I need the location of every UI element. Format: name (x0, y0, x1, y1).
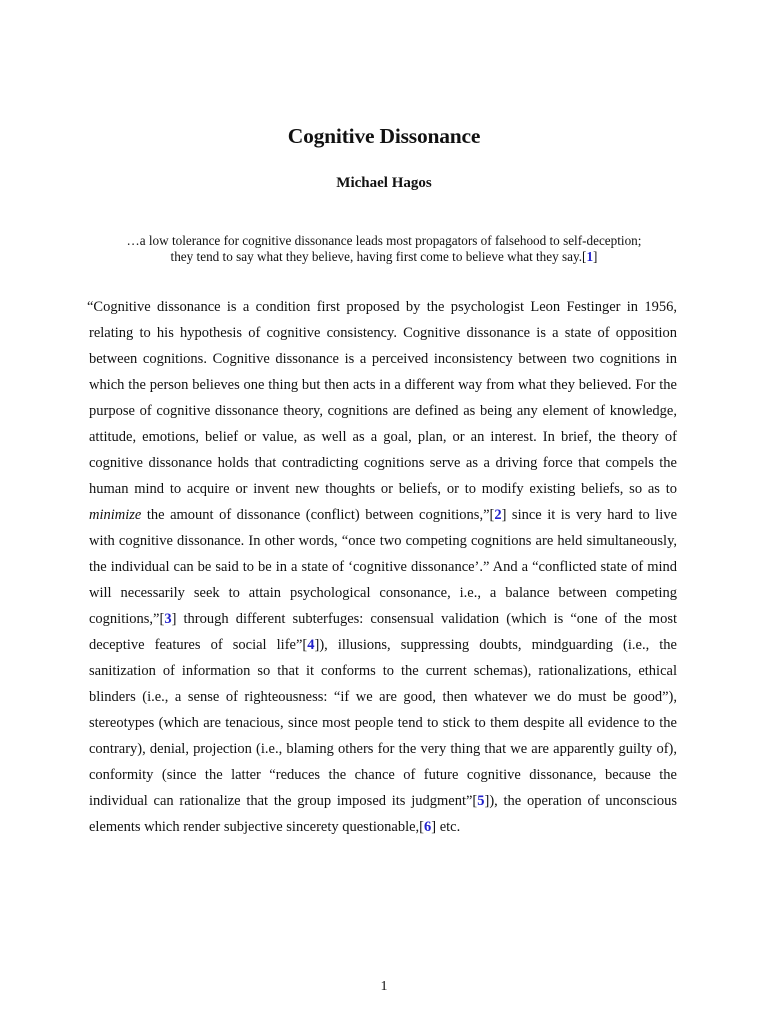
document-title: Cognitive Dissonance (287, 124, 481, 148)
body-text-part-5: ]), illusions, suppressing doubts, mindguarding (i.e., the sanitization of information so that it conforms to the current schemas), rationalizations, ethical blinders (i.e., a sense of righteousness: “if we are good, then whatever we do must be good”), stereotypes (which are tenacious, since most people tend to stick to them despite all evidence to the contrary), denial, projection (i.e., blaming others for the very thing that we are apparently guilty of), conformity (since the latter “reduces the chance of future cognitive dissonance, because the individual can rationalize that the group imposed its judgment”[ (89, 637, 677, 809)
body-text-part-1: “Cognitive dissonance is a condition first proposed by the psychologist Leon Festinger in 1956, relating to his hypothesis of cognitive consistency. Cognitive dissonance is a state of opposition between cognitions. Cognitive dissonance is a perceived inconsistency between two cognitions in which the person believes one thing but then acts in a different way from what they believed. For the purpose of cognitive dissonance theory, cognitions are defined as being any element of knowledge, attitude, emotions, belief or value, as well as a goal, plan, or an interest. In brief, the theory of cognitive dissonance holds that contradicting cognitions serve as a driving force that compels the human mind to acquire or invent new thoughts or beliefs, or to modify existing beliefs, so as to (87, 299, 677, 497)
footnote-ref-6[interactable]: 6 (424, 819, 432, 835)
footnote-ref-2[interactable]: 2 (494, 507, 502, 523)
body-text-part-3: ] since it is very hard to live with cognitive dissonance. In other words, “once two competing cognitions are held simultaneously, the individual can be said to be in a state of ‘cognitive dissonance’.” And a “conflicted state of mind will necessarily seek to attain psychological consonance, i.e., a balance between competing cognitions,”[ (89, 507, 678, 627)
body-text-part-7: ] etc. (431, 819, 461, 835)
body-text-part-4: ] through different subterfuges: consensual validation (which is “one of the most deceptive features of social life”[ (89, 611, 677, 653)
epigraph-line-1: …a low tolerance for cognitive dissonance leads most propagators of falsehood to self-deception; (126, 233, 642, 248)
epigraph (60, 233, 708, 265)
epigraph-line-2 (60, 249, 708, 265)
epigraph-line-2-end: ] (593, 249, 598, 264)
epigraph-line-2-text: they tend to say what they believe, having first come to believe what they say.[ (170, 249, 587, 264)
body-paragraph (89, 294, 677, 840)
footnote-ref-1[interactable]: 1 (586, 249, 594, 264)
page-number: 1 (380, 979, 388, 994)
body-text-part-6: ]), the operation of unconscious elements which render subjective sincerety questionable,[ (89, 793, 677, 835)
body-text-part-2: the amount of dissonance (conflict) between cognitions,”[ (141, 507, 495, 523)
footnote-ref-4[interactable]: 4 (307, 637, 315, 653)
body-italic-minimize: minimize (89, 507, 142, 523)
footnote-ref-5[interactable]: 5 (477, 793, 485, 809)
footnote-ref-3[interactable]: 3 (164, 611, 172, 627)
author-name: Michael Hagos (336, 175, 432, 191)
